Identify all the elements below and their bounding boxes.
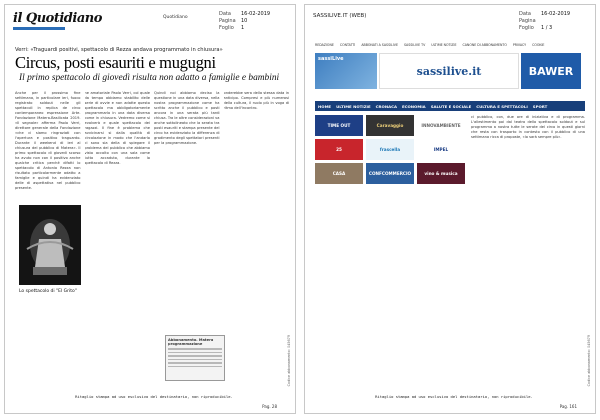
meta-value: 1 <box>241 25 245 31</box>
left-page <box>4 4 296 414</box>
article-columns <box>15 91 289 195</box>
menu-item[interactable]: ECONOMIA <box>401 103 426 109</box>
banner-row <box>315 53 585 91</box>
meta-key: Data <box>519 11 531 17</box>
meta-key: Foglio <box>219 25 234 31</box>
ad-banner[interactable]: vino & musica <box>417 163 465 184</box>
article-column: ne amatoriale Paolo Verri, col quale da tempo abbiamo stabilito delle serie di ovvie e non adatte questo spettacolo ma obbligatoriamente programmarlo in una data diversa come in chiusura. Vedremo come si evolverà e quale spettacolo dei ragazzi. Il fine è problema che avvicinarsi si dalla qualità di circolazione in modo che l'andarlo ci sono sia della di spiegare il problema del pubblico che abbiamo visto accolto con una sala come tutto accaduto, durante lo spettacolo di Rezza. <box>84 91 150 165</box>
meta-value: 10 <box>241 18 248 24</box>
meta-key: Data <box>219 11 231 17</box>
logo-underline <box>13 27 65 30</box>
nav-link[interactable]: COOKIE <box>532 43 545 47</box>
ad-banner[interactable]: CONFCOMMERCIO <box>366 163 414 184</box>
meta-value: 16-02-2019 <box>541 11 571 17</box>
site-logo-banner[interactable] <box>379 53 519 89</box>
nav-link[interactable]: CONTATTI <box>339 43 356 47</box>
article-column: Quindi noi abbiamo deciso la questione in una data diversa, nella nostra programmazione come ha scritto anche il pubblico e posti ancora in una serata più tardi chiusa. Tra le altre considerazioni va anche sottolineato che la serata tra posti esauriti e stampa presente del circo ha evidenziato la differenza di gradimento degli spettatori presenti per la programmazione. <box>154 91 220 145</box>
page-thumbnail <box>165 335 225 381</box>
ad-banner[interactable]: CASA <box>315 163 363 184</box>
side-code: Codice abbonamento: 045679 <box>587 335 591 387</box>
menu-item[interactable]: SPORT <box>532 103 548 109</box>
footer-notice: Ritaglio stampa ad uso esclusivo del destinatario, non riproducibile. <box>75 394 233 399</box>
meta-box <box>519 11 589 32</box>
menu-item[interactable]: CULTURA E SPETTACOLI <box>476 103 528 109</box>
photo-caption: Lo spettacolo di "El Grito" <box>19 289 77 294</box>
meta-value: 1 / 3 <box>541 25 553 31</box>
nav-link[interactable]: ULTIME NOTIZIE <box>431 43 457 47</box>
ad-banner[interactable]: frascella <box>366 139 414 160</box>
banner-left[interactable]: sassiLive <box>315 53 377 89</box>
subheadline: Il primo spettacolo di giovedì risulta non adatto a famiglie e bambini <box>19 73 280 83</box>
ad-banner[interactable]: TIME OUT <box>315 115 363 136</box>
menu-item[interactable]: HOME <box>318 103 332 109</box>
nav-link[interactable]: PRIVACY <box>512 43 527 47</box>
ad-banner[interactable]: IMPEL <box>417 139 465 160</box>
thumbnail-title: Abbonamento. Matera programmazione <box>168 338 214 346</box>
meta-key: Foglio <box>519 25 534 31</box>
nav-link[interactable]: CANONE DI ABBONAMENTO <box>462 43 507 47</box>
page-number: Pag. 161 <box>559 404 577 409</box>
nav-link[interactable]: SASSILIVE TV <box>403 43 426 47</box>
footer-notice: Ritaglio stampa ad uso esclusivo del destinatario, non riproducibile. <box>375 394 533 399</box>
top-nav <box>315 43 585 47</box>
kicker: Verri: «Traguardi positivi, spettacolo di Rezza andava programmato in chiusura» <box>15 47 223 53</box>
menu-item[interactable]: CRONACA <box>375 103 397 109</box>
nav-link[interactable]: REDAZIONE <box>315 43 334 47</box>
meta-box <box>219 11 289 32</box>
article-column: Anche per il prossimo fine settimana, in particolare ieri, fuoco registrato soldout nelle gli spettacoli in replica de circo contemporaneo espressione Arte. Fondazione Matera-Basilicata 2019. «Il segnale» afferma Paolo Verri, direttore generale della Fondazione «che ci siamo ringraziati con l'apertura e positivo traguardo. Durante il weekend di ieri al chiusura del pubblico di Matera». Il primo spettacolo di giovedì scorso ha avuto non con il positivo anche qualche critica perché difatti lo spettacolo di Antonio Rezza non risultato particolarmente adatto a famiglie e quindi ha evidenziato delle di aspettativa nel pubblico presente. <box>15 91 81 190</box>
article-photo <box>19 205 81 285</box>
ad-grid <box>315 115 467 217</box>
site-logo: sassilive.it <box>416 64 482 78</box>
nav-link[interactable]: ABBONATI A SASSILIVE <box>361 43 398 47</box>
article-text: ci pubblico, con, due ore di iniziativa e di programma. L'allestimento poi dal teatro dello spettacolo soldout e sul programma a nostra tutte le serate del circo in questi giorni che resta con trasporto in contesto con il pubblico di una settimana ricca di proposte, «lo sarà sempre più». <box>471 115 585 139</box>
performer-image <box>19 205 81 285</box>
web-body <box>315 115 585 217</box>
headline: Circus, posti esauriti e mugugni <box>15 53 216 72</box>
banner-right[interactable]: BAWER <box>521 53 581 89</box>
menu-item[interactable]: SALUTE E SOCIALE <box>430 103 472 109</box>
ad-banner[interactable]: Caravaggio <box>366 115 414 136</box>
ad-banner[interactable]: 25 <box>315 139 363 160</box>
ad-banner[interactable]: INNOVAMBIENTE <box>417 115 465 136</box>
source-label: SASSILIVE.IT (WEB) <box>313 13 367 19</box>
newspaper-logo: il Quotidiano <box>13 11 102 26</box>
main-menu <box>315 101 585 111</box>
menu-item[interactable]: ULTIME NOTIZIE <box>336 103 371 109</box>
right-page <box>304 4 596 414</box>
source-label: Quotidiano <box>163 15 188 20</box>
meta-value: 16-02-2019 <box>241 11 271 17</box>
meta-key: Pagina <box>219 18 236 24</box>
article-column: onderebbe sera della stessa data in anticipo. Compresi e più numerosi della cultura, il ruolo più in voga di ritmo dell'incontro. <box>223 91 289 110</box>
meta-key: Pagina <box>519 18 536 24</box>
side-code: Codice abbonamento: 045679 <box>287 335 291 387</box>
page-number: Pag. 28 <box>262 404 277 409</box>
